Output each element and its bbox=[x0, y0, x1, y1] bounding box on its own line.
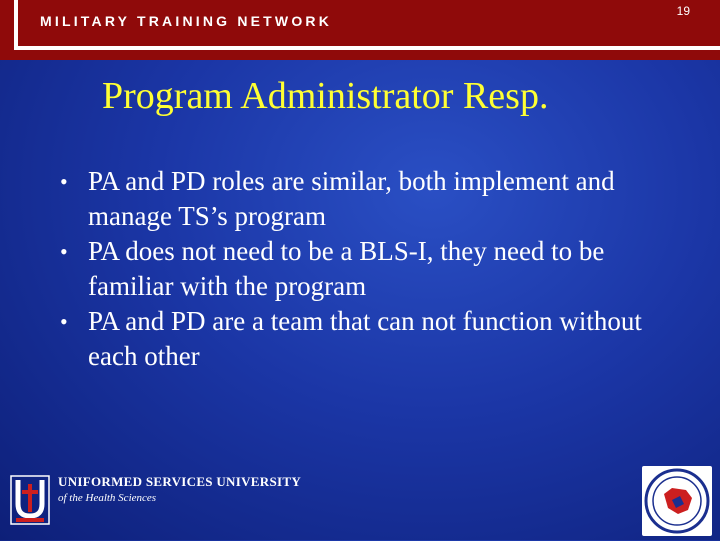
bullet-item bbox=[60, 304, 680, 374]
bullet-text: PA and PD are a team that can not function without each other bbox=[88, 306, 642, 371]
seal-graphic bbox=[642, 466, 712, 536]
bullet-marker: • bbox=[60, 239, 68, 264]
slide-title: Program Administrator Resp. bbox=[102, 75, 549, 117]
bullet-list bbox=[60, 164, 680, 374]
bullet-text: PA and PD roles are similar, both implement and manage TS’s program bbox=[88, 166, 615, 231]
bullet-marker: • bbox=[60, 309, 68, 334]
network-title: MILITARY TRAINING NETWORK bbox=[40, 13, 333, 29]
usu-subtitle: of the Health Sciences bbox=[58, 492, 157, 504]
usu-logo bbox=[10, 470, 302, 530]
bullet-item bbox=[60, 234, 680, 304]
slide-number: 19 bbox=[676, 4, 690, 18]
header-rule-vertical bbox=[14, 0, 18, 50]
mtn-seal-icon bbox=[642, 466, 712, 536]
header-rule-horizontal bbox=[14, 46, 720, 50]
header-bar bbox=[0, 0, 720, 60]
usu-name: UNIFORMED SERVICES UNIVERSITY bbox=[58, 474, 302, 489]
bullet-marker: • bbox=[60, 169, 68, 194]
bullet-text: PA does not need to be a BLS-I, they need to be familiar with the program bbox=[88, 236, 605, 301]
usu-monogram-icon bbox=[10, 472, 50, 528]
bullet-item bbox=[60, 164, 680, 234]
